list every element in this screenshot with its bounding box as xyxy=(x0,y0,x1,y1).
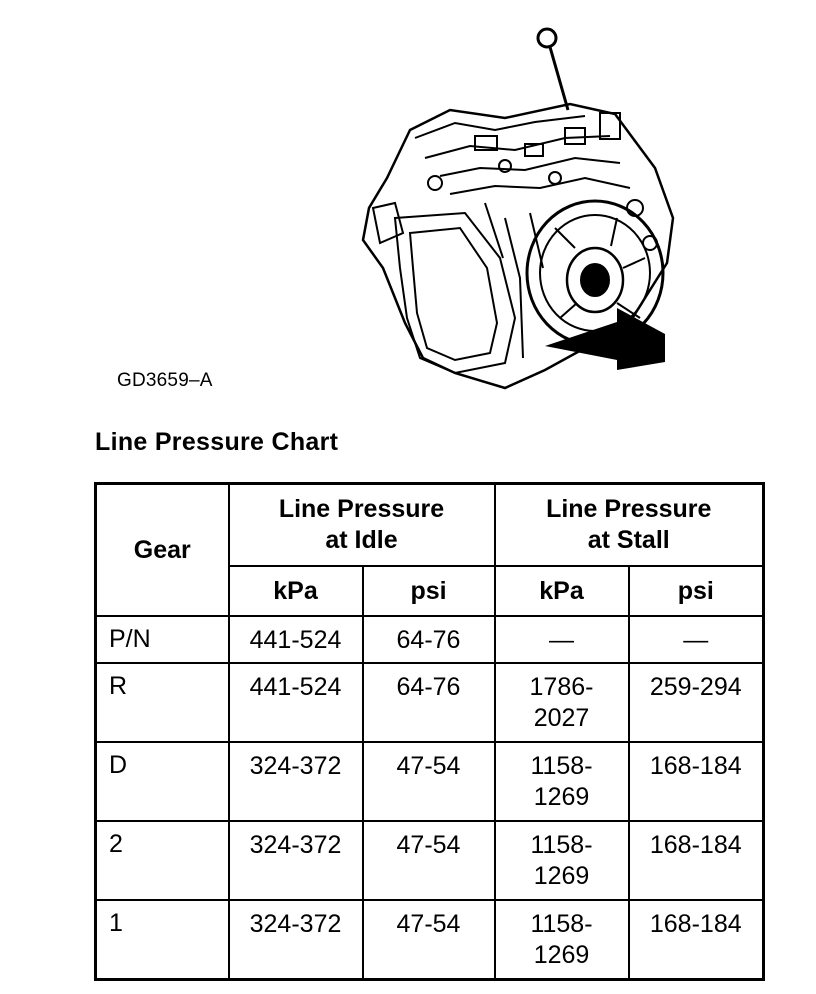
gear-cell: D xyxy=(96,742,229,821)
idle-psi-cell: 64-76 xyxy=(363,616,495,663)
chart-title: Line Pressure Chart xyxy=(95,428,339,456)
gear-cell: 2 xyxy=(96,821,229,900)
gear-cell: 1 xyxy=(96,900,229,979)
stall-psi-cell: 259-294 xyxy=(629,663,764,742)
transaxle-illustration xyxy=(355,18,675,396)
stall-kpa-cell: 1158- 1269 xyxy=(495,742,629,821)
stall-header-line-1: Line Pressure xyxy=(546,495,712,523)
stall-psi-cell: 168-184 xyxy=(629,900,764,979)
idle-psi-cell: 47-54 xyxy=(363,742,495,821)
stall-kpa-cell: 1158- 1269 xyxy=(495,900,629,979)
table-row xyxy=(96,616,764,663)
idle-header-line-1: Line Pressure xyxy=(278,495,445,523)
line-pressure-table xyxy=(94,482,765,981)
idle-psi-cell: 64-76 xyxy=(363,663,495,742)
gear-cell: R xyxy=(96,663,229,742)
stall-psi-cell: — xyxy=(629,616,764,663)
idle-group-header xyxy=(229,484,495,567)
idle-kpa-cell: 324-372 xyxy=(229,742,363,821)
figure-code: GD3659–A xyxy=(117,370,213,391)
stall-kpa-cell: — xyxy=(495,616,629,663)
stall-psi-cell: 168-184 xyxy=(629,742,764,821)
idle-psi-cell: 47-54 xyxy=(363,821,495,900)
idle-psi-cell: 47-54 xyxy=(363,900,495,979)
idle-kpa-cell: 324-372 xyxy=(229,821,363,900)
idle-kpa-cell: 324-372 xyxy=(229,900,363,979)
idle-header-line-2: at Idle xyxy=(325,526,398,554)
idle-kpa-header: kPa xyxy=(229,566,363,616)
table-row xyxy=(96,663,764,742)
table-row xyxy=(96,900,764,979)
gear-header: Gear xyxy=(96,484,229,617)
idle-kpa-cell: 441-524 xyxy=(229,663,363,742)
gear-cell: P/N xyxy=(96,616,229,663)
idle-kpa-cell: 441-524 xyxy=(229,616,363,663)
stall-header-line-2: at Stall xyxy=(587,526,670,554)
stall-psi-cell: 168-184 xyxy=(629,821,764,900)
idle-psi-header: psi xyxy=(363,566,495,616)
table-row xyxy=(96,821,764,900)
stall-psi-header: psi xyxy=(629,566,764,616)
stall-kpa-cell: 1786- 2027 xyxy=(495,663,629,742)
stall-group-header xyxy=(495,484,764,567)
stall-kpa-header: kPa xyxy=(495,566,629,616)
table-header-row xyxy=(96,484,764,567)
table-row xyxy=(96,742,764,821)
stall-kpa-cell: 1158- 1269 xyxy=(495,821,629,900)
